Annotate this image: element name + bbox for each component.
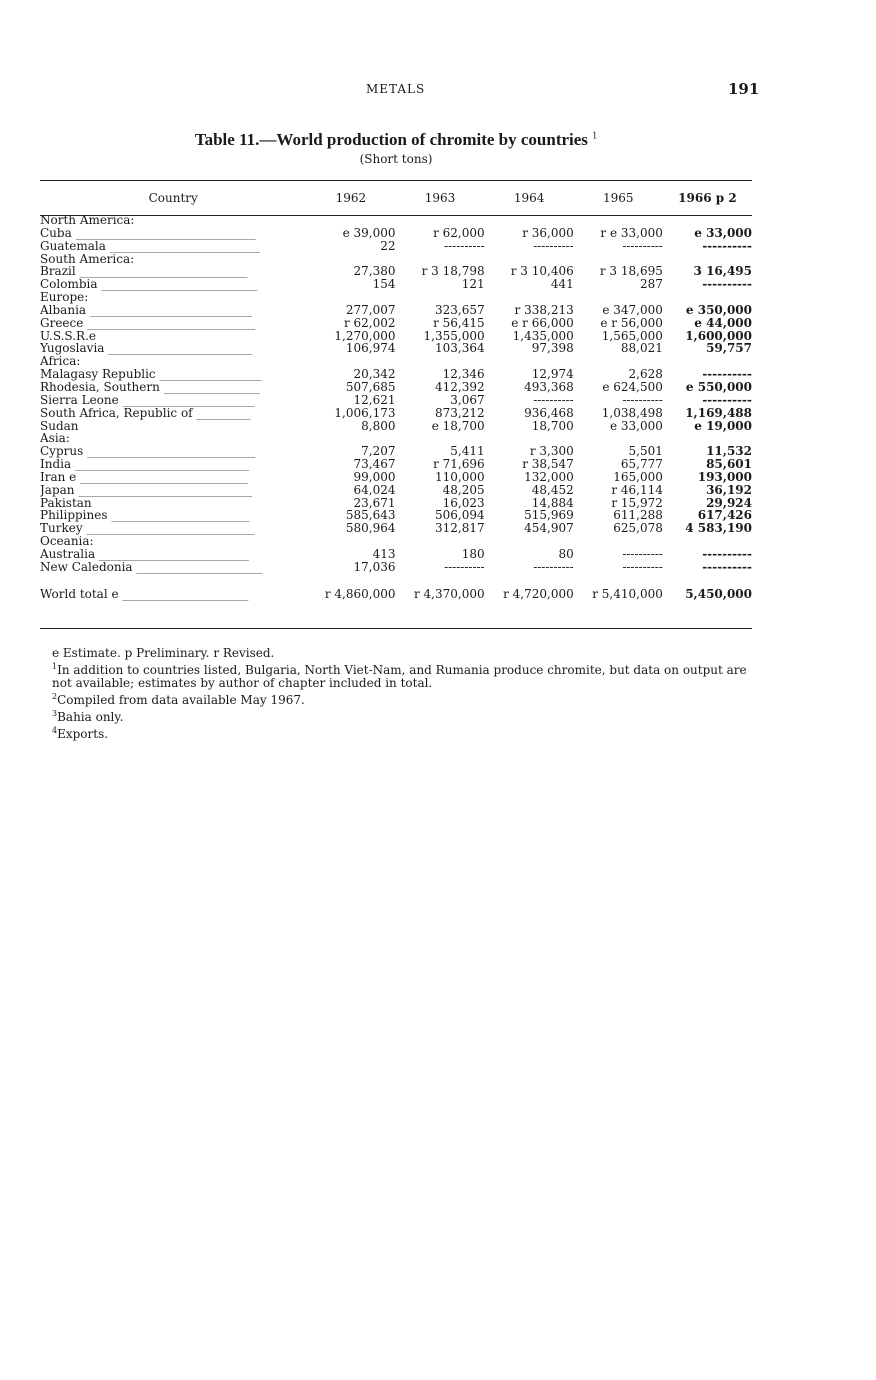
- footnotes: [40, 643, 752, 741]
- total-row: [40, 584, 752, 604]
- value-cell: 85,601: [706, 458, 752, 471]
- value-cell: 5,501: [628, 445, 663, 459]
- value-cell: 1,435,000: [512, 329, 574, 343]
- table-row: [40, 394, 752, 407]
- value-cell: 2,628: [628, 368, 663, 381]
- value-cell: 80: [558, 547, 574, 561]
- value-cell: 454,907: [524, 522, 574, 536]
- leader-dashes: _____________________: [132, 560, 263, 574]
- value-cell: 97,398: [531, 342, 574, 356]
- value-cell: 1,270,000: [334, 329, 396, 343]
- table-row: [40, 561, 752, 574]
- value-cell: 48,452: [531, 483, 574, 497]
- country-name: Brazil ____________________________: [40, 265, 248, 279]
- footnote: [40, 707, 752, 724]
- value-cell: 413: [372, 547, 396, 561]
- value-cell: r 338,213: [514, 303, 574, 317]
- footnote-mark: 3: [52, 709, 58, 718]
- total-label: World total e _____________________: [40, 586, 249, 601]
- footnote-text: e Estimate. p Preliminary. r Revised.: [52, 646, 275, 660]
- footnote: [40, 690, 752, 707]
- table-row: [40, 407, 752, 420]
- country-name: Colombia __________________________: [40, 278, 258, 292]
- table-subtitle: (Short tons): [359, 152, 433, 166]
- value-cell: 507,685: [345, 380, 396, 394]
- total-value-cell: r 4,370,000: [413, 586, 485, 601]
- running-head-title: METALS: [366, 82, 426, 96]
- country-name: Albania ___________________________: [40, 303, 252, 317]
- leader-dashes: __________________________: [97, 278, 258, 292]
- table-title-footnote-mark: 1: [592, 130, 598, 142]
- table-row: [40, 342, 752, 355]
- value-cell: ----------: [622, 547, 663, 561]
- value-cell: 625,078: [613, 522, 663, 536]
- table-header-row: [40, 182, 752, 214]
- leader-dashes: _____________________: [118, 586, 249, 601]
- leader-dashes: _________________________: [96, 329, 250, 343]
- value-cell: 110,000: [434, 470, 485, 484]
- value-cell: 441: [550, 278, 574, 292]
- country-name: Sudan _____________________________: [40, 419, 257, 433]
- value-cell: e 19,000: [694, 419, 752, 433]
- value-cell: e 550,000: [685, 380, 752, 394]
- column-header-1965: 1965: [603, 191, 634, 205]
- country-name: Philippines _______________________: [40, 509, 250, 523]
- value-cell: ----------: [533, 393, 574, 407]
- value-cell: ----------: [444, 560, 485, 574]
- value-cell: e 33,000: [694, 226, 752, 240]
- value-cell: r 71,696: [433, 458, 485, 471]
- table-row: [40, 471, 752, 484]
- footnote-mark: 2: [52, 692, 58, 701]
- chromite-production-table: [40, 182, 752, 604]
- value-cell: 18,700: [531, 419, 574, 433]
- value-cell: r 3,300: [529, 445, 574, 459]
- value-cell: e 624,500: [602, 380, 663, 394]
- footnote: [40, 643, 752, 660]
- value-cell: r 3 18,798: [421, 265, 485, 279]
- region-label: Europe:: [40, 291, 89, 304]
- value-cell: 64,024: [353, 483, 396, 497]
- value-cell: 29,924: [706, 496, 752, 510]
- value-cell: r e 33,000: [600, 226, 663, 240]
- table-row: [40, 227, 752, 240]
- value-cell: e 39,000: [342, 226, 396, 240]
- value-cell: 1,600,000: [685, 329, 752, 343]
- table-row: [40, 497, 752, 510]
- value-cell: e r 56,000: [600, 316, 663, 330]
- value-cell: 103,364: [434, 342, 485, 356]
- leader-dashes: ________________________: [104, 342, 253, 356]
- footnote: [40, 724, 752, 741]
- country-name: India _____________________________: [40, 458, 249, 471]
- value-cell: 515,969: [524, 509, 574, 523]
- table-row: [40, 317, 752, 330]
- footnote-text: Exports.: [57, 727, 109, 741]
- table-row: [40, 522, 752, 535]
- value-cell: 585,643: [345, 509, 396, 523]
- value-cell: r 3 18,695: [599, 265, 663, 279]
- value-cell: 27,380: [353, 265, 396, 279]
- value-cell: 580,964: [345, 522, 396, 536]
- total-value-cell: 5,450,000: [685, 586, 752, 601]
- value-cell: 936,468: [524, 406, 574, 420]
- footnote-mark: 4: [52, 726, 58, 735]
- region-row: [40, 355, 752, 368]
- country-name: Turkey ____________________________: [40, 522, 255, 536]
- table-row: [40, 509, 752, 522]
- region-row: [40, 214, 752, 227]
- leader-dashes: ____________________________: [83, 445, 256, 459]
- value-cell: ----------: [444, 239, 485, 253]
- footnote: [40, 660, 752, 690]
- leader-dashes: ________________: [159, 380, 260, 394]
- value-cell: ----------: [702, 239, 752, 253]
- column-header-country: Country: [148, 191, 198, 205]
- country-name: Australia _________________________: [40, 547, 249, 561]
- value-cell: r 3 10,406: [510, 265, 574, 279]
- table-row: [40, 445, 752, 458]
- value-cell: 312,817: [434, 522, 485, 536]
- value-cell: 4 583,190: [685, 522, 752, 536]
- leader-dashes: ______________________________: [71, 226, 256, 240]
- country-name: Iran e ____________________________: [40, 470, 249, 484]
- value-cell: 165,000: [613, 470, 663, 484]
- value-cell: e 18,700: [431, 419, 485, 433]
- table-row: [40, 278, 752, 291]
- table-row: [40, 458, 752, 471]
- value-cell: e r 66,000: [511, 316, 574, 330]
- leader-dashes: _________________: [155, 368, 262, 381]
- leader-dashes: _______________________: [107, 509, 250, 523]
- table-title: [40, 130, 752, 150]
- value-cell: ----------: [622, 393, 663, 407]
- region-row: [40, 535, 752, 548]
- value-cell: 1,169,488: [685, 406, 752, 420]
- table-row: [40, 330, 752, 343]
- table-row: [40, 240, 752, 253]
- value-cell: 20,342: [353, 368, 396, 381]
- spacer-cell: [40, 574, 752, 584]
- value-cell: ----------: [622, 239, 663, 253]
- leader-dashes: ______________________: [118, 393, 255, 407]
- leader-dashes: __________________________: [91, 496, 252, 510]
- country-name: Japan _____________________________: [40, 483, 253, 497]
- footnote-text: Bahia only.: [57, 710, 124, 724]
- value-cell: 17,036: [353, 560, 396, 574]
- footnote-text: In addition to countries listed, Bulgaria, North Viet-Nam, and Rumania produce chromite, but data on output are not available; estimates by author of chapter included in total.: [52, 663, 747, 690]
- table-row: [40, 304, 752, 317]
- region-label: Africa:: [40, 355, 81, 369]
- value-cell: 132,000: [524, 470, 574, 484]
- table-row: [40, 368, 752, 381]
- value-cell: r 38,547: [522, 458, 574, 471]
- value-cell: 12,974: [531, 368, 574, 381]
- region-label: North America:: [40, 214, 135, 227]
- value-cell: 7,207: [361, 445, 396, 459]
- leader-dashes: ____________________________: [75, 265, 248, 279]
- value-cell: 277,007: [345, 303, 396, 317]
- leader-dashes: ____________________________: [76, 470, 249, 484]
- country-name: Rhodesia, Southern ________________: [40, 380, 260, 394]
- country-name: Yugoslavia ________________________: [40, 342, 253, 356]
- spacer-row: [40, 574, 752, 584]
- value-cell: ----------: [702, 547, 752, 561]
- value-cell: 1,355,000: [423, 329, 485, 343]
- total-value-cell: r 5,410,000: [592, 586, 663, 601]
- region-label: South America:: [40, 252, 135, 266]
- value-cell: 1,565,000: [601, 329, 663, 343]
- leader-dashes: _________________________: [95, 547, 249, 561]
- value-cell: 287: [639, 278, 663, 292]
- value-cell: ----------: [702, 560, 752, 574]
- leader-dashes: _____________________________: [74, 483, 253, 497]
- country-name: Greece ____________________________: [40, 316, 256, 330]
- footnote-mark: 1: [52, 662, 58, 671]
- value-cell: 48,205: [442, 483, 485, 497]
- value-cell: 617,426: [697, 509, 752, 523]
- country-name: New Caledonia _____________________: [40, 560, 263, 574]
- country-name: Pakistan __________________________: [40, 496, 252, 510]
- value-cell: 16,023: [442, 496, 485, 510]
- table-top-rule: [40, 180, 752, 181]
- value-cell: 873,212: [434, 406, 485, 420]
- country-name: South Africa, Republic of _________: [40, 406, 251, 420]
- value-cell: r 62,000: [433, 226, 485, 240]
- value-cell: 73,467: [353, 458, 396, 471]
- value-cell: 323,657: [434, 303, 485, 317]
- value-cell: 180: [461, 547, 485, 561]
- country-name: U.S.S.R.e _________________________: [40, 329, 250, 343]
- value-cell: 611,288: [613, 509, 663, 523]
- value-cell: e 33,000: [609, 419, 663, 433]
- value-cell: r 62,002: [343, 316, 396, 330]
- table-row: [40, 484, 752, 497]
- value-cell: 12,346: [442, 368, 485, 381]
- country-name: Cyprus ____________________________: [40, 445, 256, 459]
- table-body: [40, 214, 752, 604]
- leader-dashes: _________: [192, 406, 251, 420]
- value-cell: 22: [380, 239, 396, 253]
- country-name: Cuba ______________________________: [40, 226, 256, 240]
- total-value-cell: r 4,860,000: [324, 586, 396, 601]
- value-cell: 8,800: [361, 419, 396, 433]
- value-cell: 3,067: [450, 393, 485, 407]
- country-name: Sierra Leone ______________________: [40, 393, 255, 407]
- value-cell: 412,392: [434, 380, 485, 394]
- column-header-1962: 1962: [335, 191, 367, 205]
- value-cell: 36,192: [706, 483, 752, 497]
- value-cell: r 36,000: [522, 226, 574, 240]
- value-cell: 99,000: [353, 470, 396, 484]
- page-number: 191: [728, 80, 760, 98]
- value-cell: ----------: [702, 368, 752, 381]
- value-cell: r 46,114: [611, 483, 663, 497]
- value-cell: r 56,415: [433, 316, 485, 330]
- value-cell: ----------: [533, 239, 574, 253]
- region-row: [40, 291, 752, 304]
- leader-dashes: ____________________________: [83, 316, 256, 330]
- value-cell: 3 16,495: [693, 265, 752, 279]
- value-cell: 1,038,498: [601, 406, 663, 420]
- value-cell: e 44,000: [694, 316, 752, 330]
- leader-dashes: _____________________________: [71, 458, 249, 471]
- table-row: [40, 420, 752, 433]
- value-cell: 1,006,173: [334, 406, 396, 420]
- value-cell: 88,021: [620, 342, 663, 356]
- value-cell: ----------: [533, 560, 574, 574]
- value-cell: r 15,972: [611, 496, 663, 510]
- value-cell: ----------: [702, 393, 752, 407]
- value-cell: 23,671: [353, 496, 396, 510]
- leader-dashes: ____________________________: [82, 522, 255, 536]
- total-value-cell: r 4,720,000: [503, 586, 574, 601]
- region-label: Asia:: [40, 432, 70, 446]
- value-cell: 11,532: [706, 445, 752, 459]
- table-title-text: Table 11.—World production of chromite by countries: [194, 130, 588, 149]
- value-cell: ----------: [702, 278, 752, 292]
- region-row: [40, 432, 752, 445]
- value-cell: 5,411: [450, 445, 485, 459]
- value-cell: 121: [461, 278, 485, 292]
- value-cell: 14,884: [531, 496, 574, 510]
- table-row: [40, 265, 752, 278]
- column-header-1963: 1963: [424, 191, 456, 205]
- value-cell: 493,368: [524, 380, 574, 394]
- value-cell: 506,094: [434, 509, 485, 523]
- region-label: Oceania:: [40, 535, 94, 548]
- table-row: [40, 548, 752, 561]
- region-row: [40, 253, 752, 266]
- value-cell: e 347,000: [602, 303, 663, 317]
- table-row: [40, 381, 752, 394]
- column-header-1966: 1966 p 2: [678, 191, 737, 205]
- column-header-1964: 1964: [513, 191, 545, 205]
- value-cell: 65,777: [620, 458, 663, 471]
- value-cell: e 350,000: [685, 303, 752, 317]
- value-cell: 154: [372, 278, 396, 292]
- value-cell: 12,621: [353, 393, 396, 407]
- value-cell: 59,757: [706, 342, 752, 356]
- leader-dashes: ___________________________: [86, 303, 252, 317]
- country-name: Guatemala _________________________: [40, 239, 260, 253]
- leader-dashes: _____________________________: [78, 419, 257, 433]
- country-name: Malagasy Republic _________________: [40, 368, 262, 381]
- value-cell: 193,000: [697, 470, 752, 484]
- leader-dashes: _________________________: [105, 239, 260, 253]
- value-cell: ----------: [622, 560, 663, 574]
- footnote-text: Compiled from data available May 1967.: [57, 693, 305, 707]
- table-bottom-rule: [40, 628, 752, 629]
- value-cell: 106,974: [345, 342, 396, 356]
